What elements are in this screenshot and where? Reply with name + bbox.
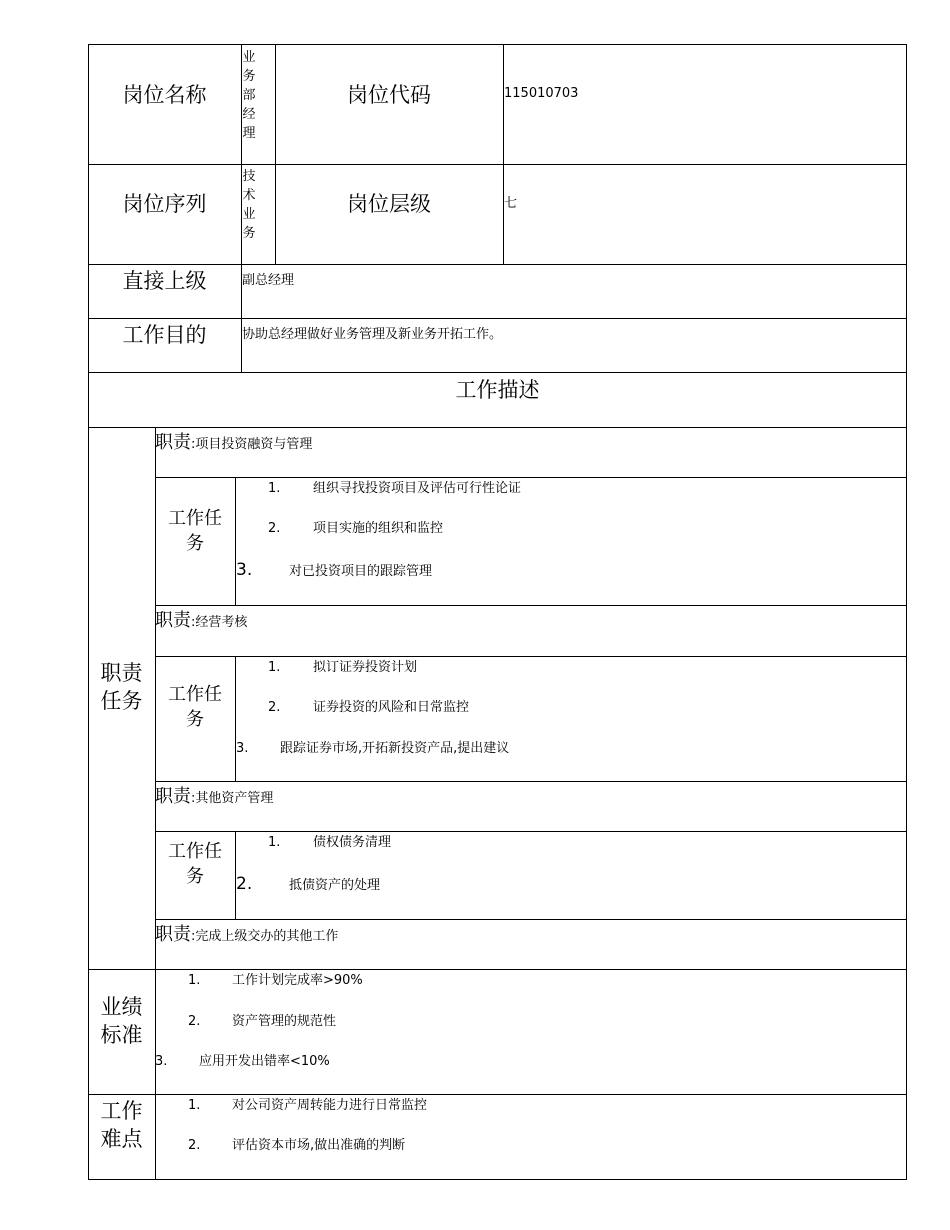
post-series-value-char: 术 [242, 188, 256, 203]
duty-title-prefix: 职责 [155, 610, 191, 631]
task-text: 组织寻找投资项目及评估可行性论证 [313, 481, 522, 496]
duty-title-prefix: 职责 [155, 786, 191, 807]
duty-title-text: :经营考核 [191, 615, 248, 630]
task-label-line: 务 [186, 533, 204, 554]
performance-number: 1. [188, 973, 201, 988]
performance-text: 工作计划完成率>90% [232, 973, 363, 988]
duty-title [155, 434, 312, 452]
task-number: 2. [268, 521, 281, 536]
difficulty-text: 评估资本市场,做出准确的判断 [232, 1138, 406, 1153]
duty-title [155, 612, 247, 630]
task-text: 拟订证券投资计划 [313, 660, 418, 675]
difficulties-label-line: 难点 [100, 1127, 143, 1151]
duty-title [155, 926, 338, 944]
duty-title-text: :完成上级交办的其他工作 [191, 929, 339, 944]
task-label-line: 务 [186, 709, 204, 730]
purpose-value: 协助总经理做好业务管理及新业务开拓工作。 [242, 327, 503, 342]
post-name-value-char: 务 [242, 69, 256, 84]
post-level-label: 岗位层级 [347, 192, 431, 216]
post-name-value-char: 业 [242, 50, 256, 65]
task-text: 项目实施的组织和监控 [313, 521, 444, 536]
difficulty-number: 2. [188, 1138, 201, 1153]
task-text: 对已投资项目的跟踪管理 [289, 564, 433, 579]
post-code-label: 岗位代码 [347, 83, 431, 107]
duty-title-text: :项目投资融资与管理 [191, 437, 313, 452]
post-series-value-char: 务 [242, 226, 256, 241]
performance-number: 2. [188, 1014, 201, 1029]
task-text: 债权债务清理 [313, 835, 392, 850]
duties-label-line: 职责 [100, 661, 143, 685]
task-number: 3. [236, 741, 249, 756]
post-series-label: 岗位序列 [122, 192, 207, 216]
task-label-line: 工作任 [168, 684, 222, 705]
post-level-value: 七 [504, 196, 518, 211]
superior-label: 直接上级 [122, 269, 207, 293]
post-code-value: 115010703 [504, 86, 579, 101]
task-number: 3. [236, 560, 253, 580]
task-number: 2. [268, 700, 281, 715]
task-text: 跟踪证券市场,开拓新投资产品,提出建议 [280, 741, 510, 756]
duty-title-text: :其他资产管理 [191, 791, 274, 806]
post-name-value-char: 部 [242, 88, 256, 103]
description-title: 工作描述 [455, 378, 540, 402]
post-name-value-char: 理 [242, 126, 256, 141]
duty-title-prefix: 职责 [155, 924, 191, 945]
post-series-value-char: 业 [242, 207, 256, 222]
superior-value: 副总经理 [242, 273, 295, 288]
post-name-value-char: 经 [242, 107, 256, 122]
task-number: 1. [268, 660, 281, 675]
task-number: 2. [236, 874, 253, 894]
difficulties-label-line: 工作 [100, 1099, 143, 1123]
post-name-label: 岗位名称 [122, 83, 207, 107]
post-series-value-char: 技 [242, 169, 256, 184]
difficulty-text: 对公司资产周转能力进行日常监控 [232, 1098, 428, 1113]
task-text: 证券投资的风险和日常监控 [313, 700, 470, 715]
task-text: 抵债资产的处理 [289, 878, 381, 893]
task-label-line: 工作任 [168, 508, 222, 529]
task-number: 1. [268, 835, 281, 850]
task-label-line: 工作任 [168, 841, 222, 862]
performance-text: 应用开发出错率<10% [199, 1054, 330, 1069]
task-label-line: 务 [186, 866, 204, 887]
task-number: 1. [268, 481, 281, 496]
duty-title [155, 788, 273, 806]
performance-label-line: 业绩 [100, 995, 143, 1019]
performance-number: 3. [155, 1054, 168, 1069]
duty-title-prefix: 职责 [155, 432, 191, 453]
performance-text: 资产管理的规范性 [232, 1014, 337, 1029]
duties-label-line: 任务 [100, 689, 143, 713]
performance-label-line: 标准 [100, 1023, 143, 1047]
difficulty-number: 1. [188, 1098, 201, 1113]
purpose-label: 工作目的 [122, 323, 207, 347]
